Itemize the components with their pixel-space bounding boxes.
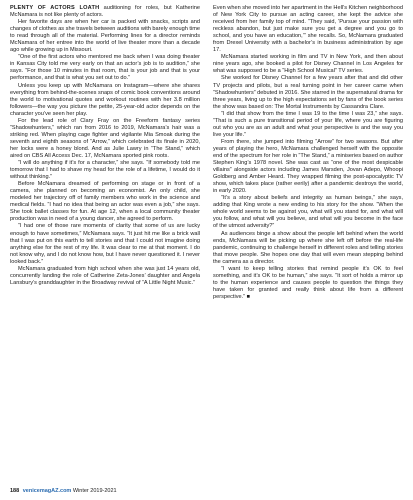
paragraph: As audiences binge a show about the people left behind when the world ends, McNamara will be picking up where she left off before the real-life pandemic, continuing to challenge herself in different roles and telling stories that move people. She hopes one day that will even mean stepping behind the camera as a director. <box>213 230 403 265</box>
lead-paragraph-text: auditioning for roles, but Katherine McNamara is not like plenty of actors. <box>10 5 200 19</box>
paragraph: Unless you keep up with McNamara on Instagram—where she shares everything from behind-the-scenes snaps of comic book conventions around the world to motivational quotes and workout routines with her 3.8 million followers—the way you picture the petite, 25-year-old actor depends on the character you’ve seen her play. <box>10 82 200 117</box>
site-url: venicemagAZ.com <box>22 488 72 494</box>
paragraph: Even when she moved into her apartment in the Hell’s Kitchen neighborhood of New York City to pursue an acting career, she kept the advice she received from her family top of mind. “They said, ‘Pursue your passion with reckless abandon, but just make sure you get a degree and you go to school, and you have an education,’” she recalls. So, McNamara graduated from Drexel University with a bachelor’s in business administration by age 17. <box>213 5 403 54</box>
paragraph: Before McNamara dreamed of performing on stage or in front of a camera, she planned on becoming an economist. An only child, she modeled her trajectory off of family members who work in the science and medical fields. “I had no idea that being an actor was even a job,” she says. She took ballet classes for fun. At age 12, when a local community theater production was in need of a young dancer, she agreed to perform. <box>10 181 200 223</box>
paragraph: Her favorite days are when her car is packed with snacks, scripts and changes of clothes as she travels between auditions with barely enough time to read through all of the material. Performing lines for a director reminds McNamara of her entree into the world of live theater more than a decade ago while growing up in Missouri. <box>10 19 200 54</box>
article-column-right <box>213 5 403 301</box>
paragraph: For the lead role of Clary Fray on the Freeform fantasy series “Shadowhunters,” which ran from 2016 to 2019, McNamara’s hair was a striking red. When playing cage fighter and vigilante Mia Smoak during the seventh and eighth seasons of “Arrow,” which celebrated its finale in 2020, her locks were a honey blond. And as Julie Lawry in “The Stand,” which aired on CBS All Access Dec. 17, McNamara sported pink roots. <box>10 117 200 159</box>
paragraph <box>10 5 200 19</box>
lead-in: PLENTY OF ACTORS LOATH <box>10 5 100 11</box>
paragraph <box>213 266 403 301</box>
paragraph: She worked for Disney Channel for a few years after that and did other TV projects and pilots, but a real turning point in her career came when “Shadowhunters” debuted in 2016. She starred in the supernatural drama for three years, living up to the high expectations set by fans of the book series the show was based on: The Mortal Instruments by Cassandra Clare. <box>213 75 403 110</box>
paragraph: “It’s a story about beliefs and integrity as human beings,” she says, adding that King wrote a new ending to his story for the show. “When the whole world seems to be against you, what will you stand for, and what will you follow, and what will you believe, and what will you become in the face of the utmost adversity?” <box>213 195 403 230</box>
paragraph: “One of the first actors who mentored me back when I was doing theater in Kansas City told me very early on that an actor’s job is to audition,” she says. “For those 10 minutes in that room, that is your job and that is your performance, and that is what you set out to do.” <box>10 54 200 82</box>
page-footer <box>10 488 117 495</box>
page-number: 188 <box>10 488 20 494</box>
issue-label: Winter 2019-2021 <box>72 488 117 494</box>
paragraph: “I will do anything if it’s for a character,” she says. “If somebody told me tomorrow that I had to shave my head for the role of a lifetime, I would do it without thinking.” <box>10 160 200 181</box>
article-column-left <box>10 5 200 287</box>
paragraph: From there, she jumped into filming “Arrow” for two seasons. But after years of playing the hero, McNamara challenged herself with the opposite end of the spectrum for her role in “The Stand,” a miniseries based on author Stephen King’s 1978 novel. She was cast as “one of the most despicable villains” alongside actors including James Marsden, Jovan Adepo, Whoopi Goldberg and Amber Heard. They wrapped filming the post-apocalyptic TV show, which takes place (rather eerily) after a pandemic destroys the world, in early 2020. <box>213 138 403 195</box>
paragraph: “I did that show from the time I was 19 to the time I was 23,” she says. “That is such a pure transitional period of your life, where you are figuring out who you are as an adult and what your perspective is and the way you live your life.” <box>213 110 403 138</box>
paragraph: “I had one of those rare moments of clarity that some of us are lucky enough to have sometimes,” McNamara says. “It just hit me like a brick wall that I was put on this earth to tell stories and that I could not imagine doing anything else for the rest of my life. It was clear to me at that moment. I do not know why, and I do not know how, but I have never questioned it. I never looked back.” <box>10 223 200 265</box>
end-mark-icon: ■ <box>246 293 250 300</box>
paragraph-text: “I want to keep telling stories that remind people it’s OK to feel something, and it’s OK to be human,” she says. “It sort of holds a mirror up to the human experience and causes people to question the things they have taken for granted and really think about life from a different perspective.” <box>213 265 403 300</box>
paragraph: McNamara graduated from high school when she was just 14 years old, concurrently landing the role of Catherine Zeta-Jones’ daughter and Angela Lansbury’s granddaughter in the Broadway revival of “A Little Night Music.” <box>10 265 200 286</box>
paragraph: McNamara started working in film and TV in New York, and then about nine years ago, she booked a pilot for Disney Channel in Los Angeles for what was supposed to be a “High School Musical” TV series. <box>213 54 403 75</box>
